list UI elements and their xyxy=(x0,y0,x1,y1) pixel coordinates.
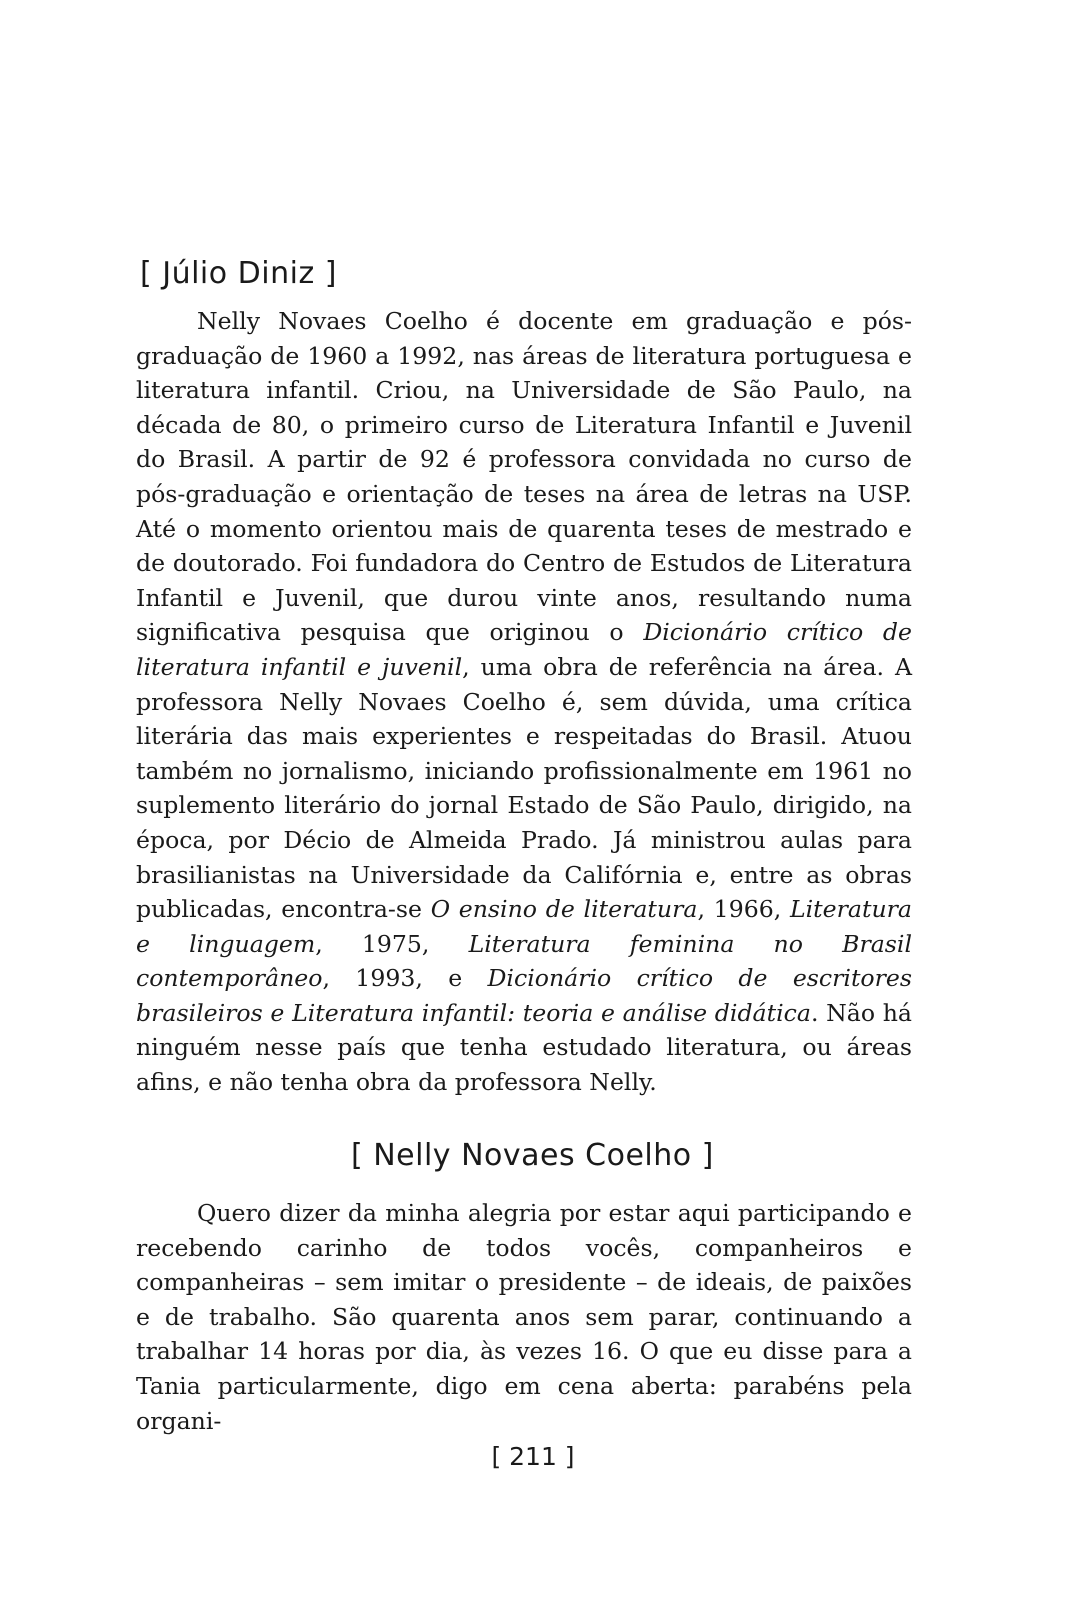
speaker-heading-julio-diniz: [ Júlio Diniz ] xyxy=(140,256,337,291)
body-text: Nelly Novaes Coelho é docente em graduação e pós-graduação de 1960 a 1992, nas áreas de literatura portuguesa e literatura infantil. Criou, na Universidade de São Paulo, na década de 80, o primeiro curso de Literatura Infantil e Juvenil do Brasil. A partir de 92 é professora convidada no curso de pós-graduação e orientação de teses na área de letras na USP. Até o momento orientou mais de quarenta teses de mestrado e de doutorado. Foi fundadora do Centro de Estudos de Literatura Infantil e Juvenil, que durou vinte anos, resultando numa significativa pesquisa que originou o xyxy=(136,307,912,647)
body-text: Quero dizer da minha alegria por estar aqui participando e recebendo carinho de todos vocês, companheiros e companheiras – sem imitar o presidente – de ideais, de paixões e de trabalho. São quarenta anos sem parar, continuando a trabalhar 14 horas por dia, às vezes 16. O que eu disse para a Tania particularmente, digo em cena aberta: parabéns pela organi- xyxy=(136,1199,912,1435)
body-text: , uma obra de referência na área. A professora Nelly Novaes Coelho é, sem dúvida, uma crítica literária das mais experientes e respeitadas do Brasil. Atuou também no jornalismo, iniciando profissionalmente em 1961 no suplemento literário do jornal Estado de São Paulo, dirigido, na época, por Décio de Almeida Prado. Já ministrou aulas para brasilianistas na Universidade da Califórnia e, entre as obras publicadas, encontra-se xyxy=(136,652,912,924)
paragraph-julio-diniz xyxy=(136,304,912,1100)
italic-title-text: Dicionário crítico de escritores brasileiros e Literatura infantil: teoria e análise didática xyxy=(136,964,912,1027)
body-text: , 1966, xyxy=(697,895,790,924)
body-text: , 1993, e xyxy=(322,964,488,993)
page-number: [ 211 ] xyxy=(491,1442,575,1471)
italic-title-text: Dicionário crítico de literatura infantil e juvenil xyxy=(136,618,912,681)
paragraph-nelly-novaes-coelho xyxy=(136,1196,912,1438)
body-text: , 1975, xyxy=(315,929,469,958)
italic-title-text: Literatura feminina no Brasil contemporâneo xyxy=(136,929,912,993)
body-text: . Não há ninguém nesse país que tenha estudado literatura, ou áreas afins, e não tenha obra da professora Nelly. xyxy=(136,998,912,1097)
italic-title-text: O ensino de literatura xyxy=(430,895,698,924)
speaker-heading-nelly-novaes-coelho: [ Nelly Novaes Coelho ] xyxy=(351,1138,714,1173)
italic-title-text: Literatura e linguagem xyxy=(136,895,912,958)
